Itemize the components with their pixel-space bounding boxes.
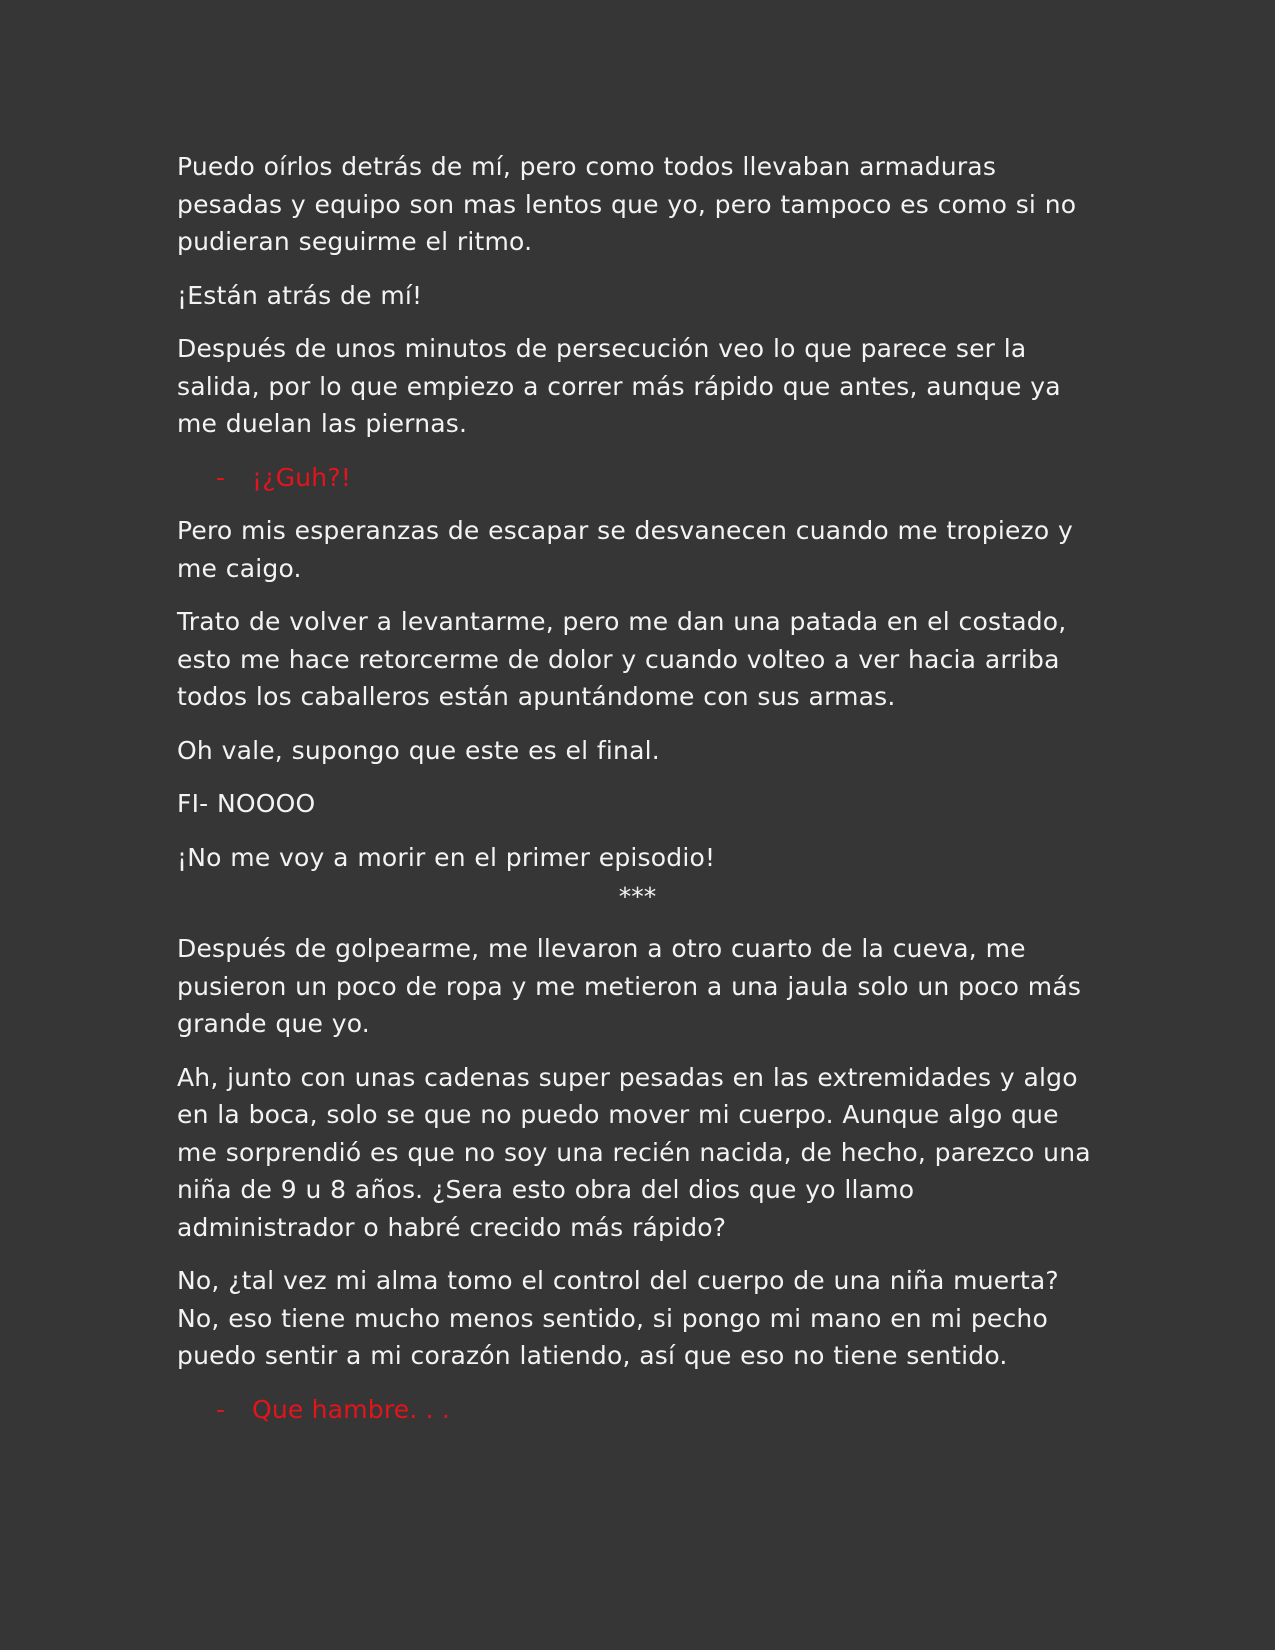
paragraph: ¡No me voy a morir en el primer episodio! bbox=[177, 842, 716, 872]
paragraph: ¡Están atrás de mí! bbox=[177, 280, 423, 310]
dialogue-dash: - bbox=[216, 1394, 226, 1424]
paragraph: Trato de volver a levantarme, pero me dan una patada en el costado, esto me hace retorcerme de dolor y cuando volteo a ver hacia arriba todos los caballeros están apuntándome con sus armas. bbox=[177, 607, 1067, 711]
paragraph: Oh vale, supongo que este es el final. bbox=[177, 735, 660, 765]
dialogue-text: ¡¿Guh?! bbox=[252, 462, 352, 492]
paragraph: Ah, junto con unas cadenas super pesadas en las extremidades y algo en la boca, solo se que no puedo mover mi cuerpo. Aunque algo que me sorprendió es que no soy una recién nacida, de hecho, parezco una niña de 9 u 8 años. ¿Sera esto obra del dios que yo llamo administrador o habré crecido más rápido? bbox=[177, 1062, 1091, 1242]
dialogue-line bbox=[177, 1391, 1098, 1429]
paragraph: No, ¿tal vez mi alma tomo el control del cuerpo de una niña muerta? No, eso tiene mucho menos sentido, si pongo mi mano en mi pecho puedo sentir a mi corazón latiendo, así que eso no tiene sentido. bbox=[177, 1266, 1059, 1370]
scene-separator: *** bbox=[618, 882, 657, 911]
paragraph: Después de golpearme, me llevaron a otro cuarto de la cueva, me pusieron un poco de ropa y me metieron a una jaula solo un poco más grande que yo. bbox=[177, 934, 1082, 1038]
paragraph: Puedo oírlos detrás de mí, pero como todos llevaban armaduras pesadas y equipo son mas lentos que yo, pero tampoco es como si no pudieran seguirme el ritmo. bbox=[177, 152, 1077, 256]
paragraph: FI- NOOOO bbox=[177, 789, 316, 818]
dialogue-text: Que hambre. . . bbox=[252, 1394, 451, 1424]
dialogue-dash: - bbox=[216, 462, 226, 492]
dialogue-line bbox=[177, 459, 1098, 497]
paragraph: Pero mis esperanzas de escapar se desvanecen cuando me tropiezo y me caigo. bbox=[177, 516, 1074, 583]
paragraph: Después de unos minutos de persecución veo lo que parece ser la salida, por lo que empiezo a correr más rápido que antes, aunque ya me duelan las piernas. bbox=[177, 334, 1061, 438]
